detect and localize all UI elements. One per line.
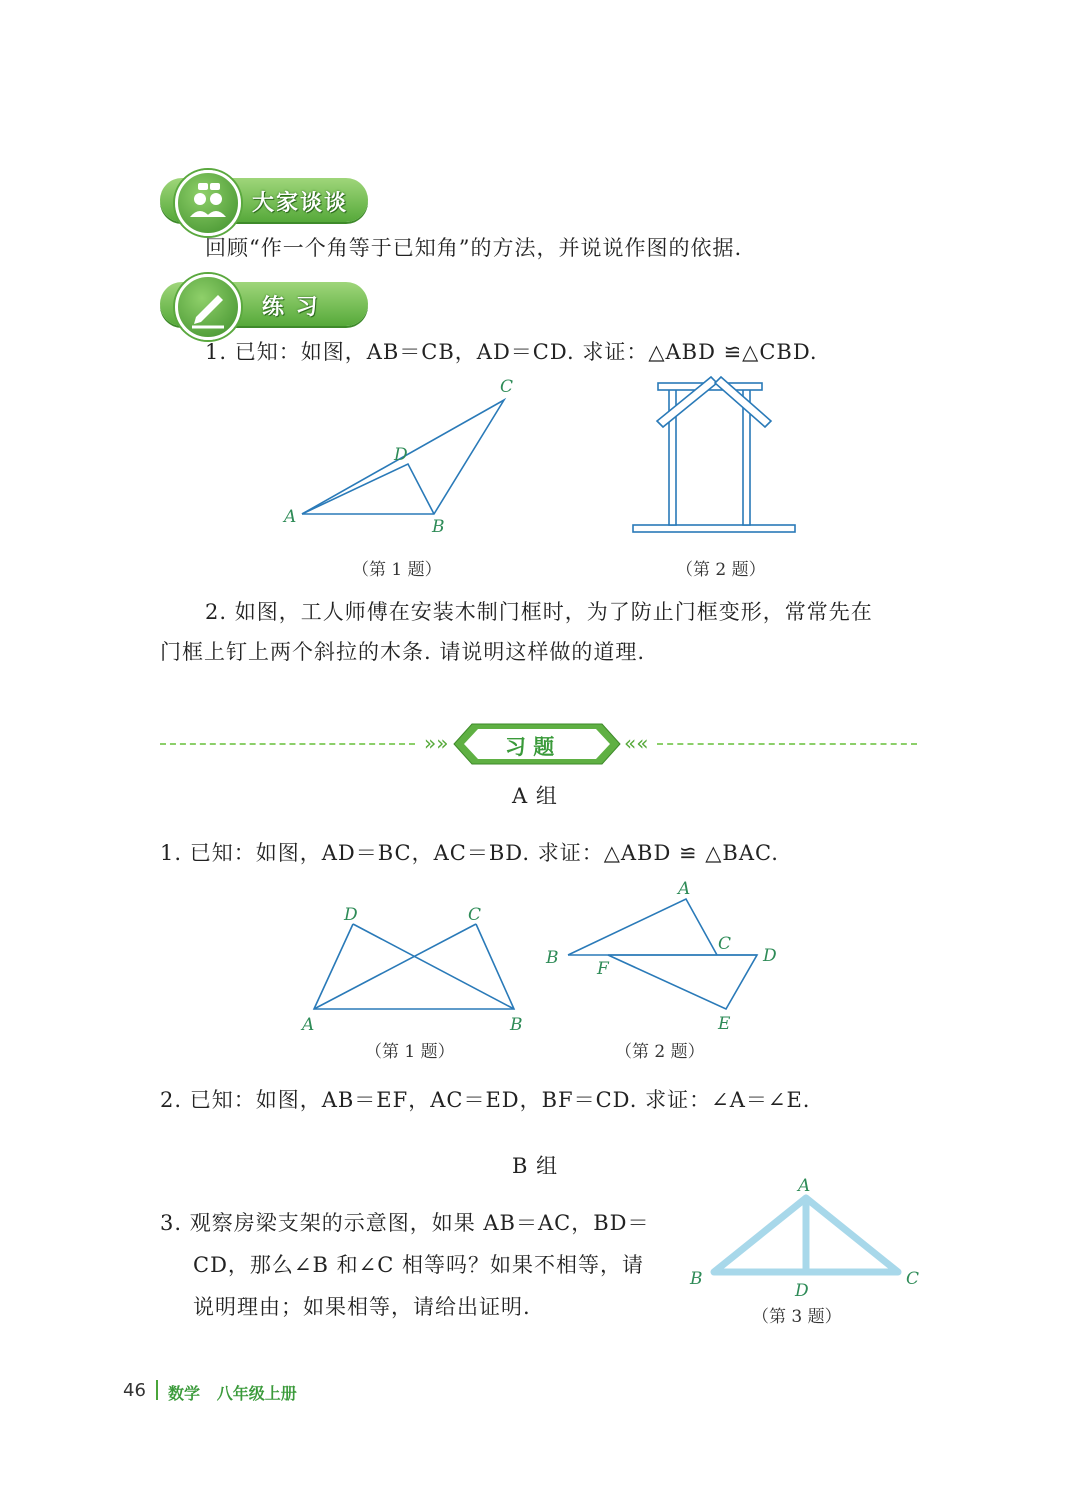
- exercise-figure-1: [296, 902, 536, 1037]
- chevron-left-icon: ««: [624, 731, 649, 755]
- a2-triangle-abc: [568, 899, 717, 955]
- exercise-figure-3: [680, 1172, 930, 1300]
- a1-diagonal-bd: [353, 924, 514, 1009]
- practice-fig1-caption: （第 1 题）: [352, 560, 442, 580]
- a2-label-d: D: [763, 946, 777, 966]
- banner-dash-left: [160, 743, 415, 745]
- practice-question-2-line2: 门框上钉上两个斜拉的木条. 请说明这样做的道理.: [160, 640, 646, 664]
- a1-label-d: D: [344, 905, 358, 925]
- page-number: 46: [123, 1380, 146, 1401]
- practice-badge-label: 练 习: [262, 295, 320, 320]
- a1-label-b: B: [510, 1015, 523, 1035]
- practice-figure-2: [625, 375, 805, 540]
- exercise-a-question-2: 2. 已知：如图，AB＝EF，AC＝ED，BF＝CD. 求证：∠A＝∠E.: [160, 1088, 811, 1112]
- chevron-right-icon: »»: [424, 731, 449, 755]
- exercise-fig2-caption: （第 2 题）: [615, 1042, 705, 1062]
- b3-label-d: D: [795, 1281, 809, 1300]
- group-b-heading: B 组: [512, 1154, 559, 1178]
- p1-label-b: B: [432, 517, 445, 537]
- p1-label-a: A: [284, 507, 297, 527]
- a2-label-b: B: [546, 948, 559, 968]
- frame-bottom-sill: [633, 525, 795, 532]
- a2-label-e: E: [718, 1014, 731, 1034]
- practice-fig2-caption: （第 2 题）: [676, 560, 766, 580]
- book-title: 数学 八年级上册: [168, 1384, 297, 1403]
- a1-outline: [314, 924, 514, 1009]
- exercise-fig1-caption: （第 1 题）: [365, 1042, 455, 1062]
- exercise-b-question-3-line2: CD，那么∠B 和∠C 相等吗？如果不相等，请: [193, 1253, 644, 1277]
- people-icon: [175, 170, 241, 236]
- b3-label-a: A: [798, 1176, 811, 1196]
- discussion-badge-label: 大家谈谈: [252, 191, 349, 216]
- practice-question-2-line1: 2. 如图，工人师傅在安装木制门框时，为了防止门框变形，常常先在: [205, 600, 873, 624]
- a1-label-c: C: [468, 905, 482, 925]
- discussion-text: 回顾“作一个角等于已知角”的方法，并说说作图的依据.: [205, 236, 743, 260]
- b3-label-b: B: [690, 1269, 703, 1289]
- exercise-a-question-1: 1. 已知：如图，AD＝BC，AC＝BD. 求证：△ABD ≌ △BAC.: [160, 841, 779, 865]
- p1-label-d: D: [394, 445, 408, 465]
- exercise-figure-2: [540, 875, 790, 1035]
- exercise-banner-label: 习 题: [505, 735, 555, 759]
- a1-diagonal-ac: [314, 924, 476, 1009]
- p1-label-c: C: [500, 377, 514, 397]
- a2-label-f: F: [597, 959, 609, 979]
- a2-label-a: A: [678, 879, 691, 899]
- p1-segments: [302, 464, 434, 514]
- exercise-fig3-caption: （第 3 题）: [752, 1307, 842, 1327]
- a2-triangle-fde: [608, 955, 757, 1009]
- a2-label-c: C: [718, 934, 732, 954]
- banner-dash-right: [657, 743, 917, 745]
- pencil-icon: [175, 274, 241, 340]
- b3-label-c: C: [906, 1269, 920, 1289]
- a1-label-a: A: [302, 1015, 315, 1035]
- group-a-heading: A 组: [512, 784, 558, 808]
- exercise-b-question-3-line1: 3. 观察房梁支架的示意图，如果 AB＝AC，BD＝: [160, 1211, 650, 1235]
- practice-question-1: 1. 已知：如图，AB＝CB，AD＝CD. 求证：△ABD ≌△CBD.: [205, 340, 818, 364]
- practice-figure-1: [270, 370, 530, 540]
- footer-divider: [156, 1380, 158, 1400]
- exercise-b-question-3-line3: 说明理由；如果相等，请给出证明.: [193, 1295, 531, 1319]
